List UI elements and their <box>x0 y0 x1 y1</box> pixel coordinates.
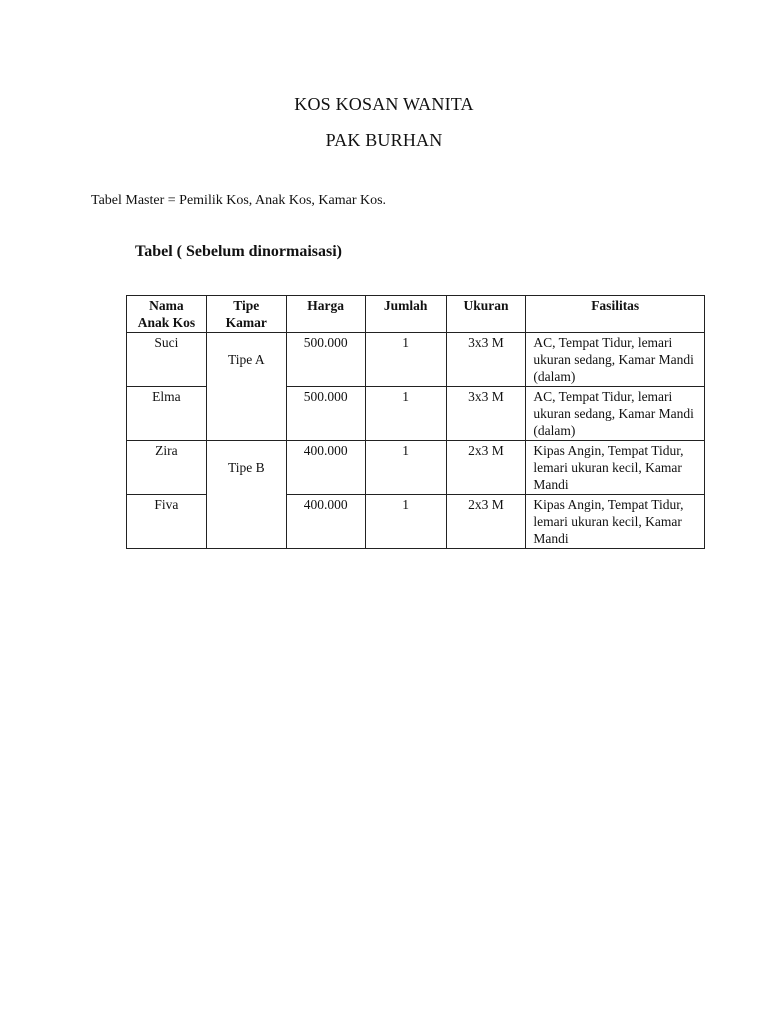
cell-nama: Suci <box>127 333 207 387</box>
cell-fasilitas: AC, Tempat Tidur, lemari ukuran sedang, Kamar Mandi (dalam) <box>526 333 705 387</box>
header-harga: Harga <box>286 296 365 333</box>
cell-tipe-kamar: Tipe B <box>206 441 286 549</box>
header-ukuran: Ukuran <box>446 296 526 333</box>
header-tipe-kamar: Tipe Kamar <box>206 296 286 333</box>
cell-jumlah: 1 <box>365 333 446 387</box>
kos-table <box>126 295 705 549</box>
cell-ukuran: 3x3 M <box>446 333 526 387</box>
cell-fasilitas: Kipas Angin, Tempat Tidur, lemari ukuran kecil, Kamar Mandi <box>526 441 705 495</box>
intro-text: Tabel Master = Pemilik Kos, Anak Kos, Kamar Kos. <box>91 193 387 208</box>
table-caption: Tabel ( Sebelum dinormaisasi) <box>135 243 342 260</box>
table-row <box>127 441 705 495</box>
cell-tipe-kamar: Tipe A <box>206 333 286 441</box>
document-title: KOS KOSAN WANITA <box>294 94 474 114</box>
cell-harga: 500.000 <box>286 333 365 387</box>
table-row <box>127 333 705 387</box>
cell-jumlah: 1 <box>365 441 446 495</box>
cell-ukuran: 3x3 M <box>446 387 526 441</box>
table-header-row <box>127 296 705 333</box>
cell-fasilitas: Kipas Angin, Tempat Tidur, lemari ukuran kecil, Kamar Mandi <box>526 495 705 549</box>
cell-harga: 400.000 <box>286 495 365 549</box>
cell-harga: 400.000 <box>286 441 365 495</box>
cell-ukuran: 2x3 M <box>446 495 526 549</box>
cell-harga: 500.000 <box>286 387 365 441</box>
cell-nama: Zira <box>127 441 207 495</box>
header-nama: Nama Anak Kos <box>127 296 207 333</box>
cell-jumlah: 1 <box>365 387 446 441</box>
cell-ukuran: 2x3 M <box>446 441 526 495</box>
header-fasilitas: Fasilitas <box>526 296 705 333</box>
document-subtitle: PAK BURHAN <box>325 130 443 150</box>
cell-nama: Fiva <box>127 495 207 549</box>
header-jumlah: Jumlah <box>365 296 446 333</box>
cell-fasilitas: AC, Tempat Tidur, lemari ukuran sedang, Kamar Mandi (dalam) <box>526 387 705 441</box>
cell-nama: Elma <box>127 387 207 441</box>
cell-jumlah: 1 <box>365 495 446 549</box>
